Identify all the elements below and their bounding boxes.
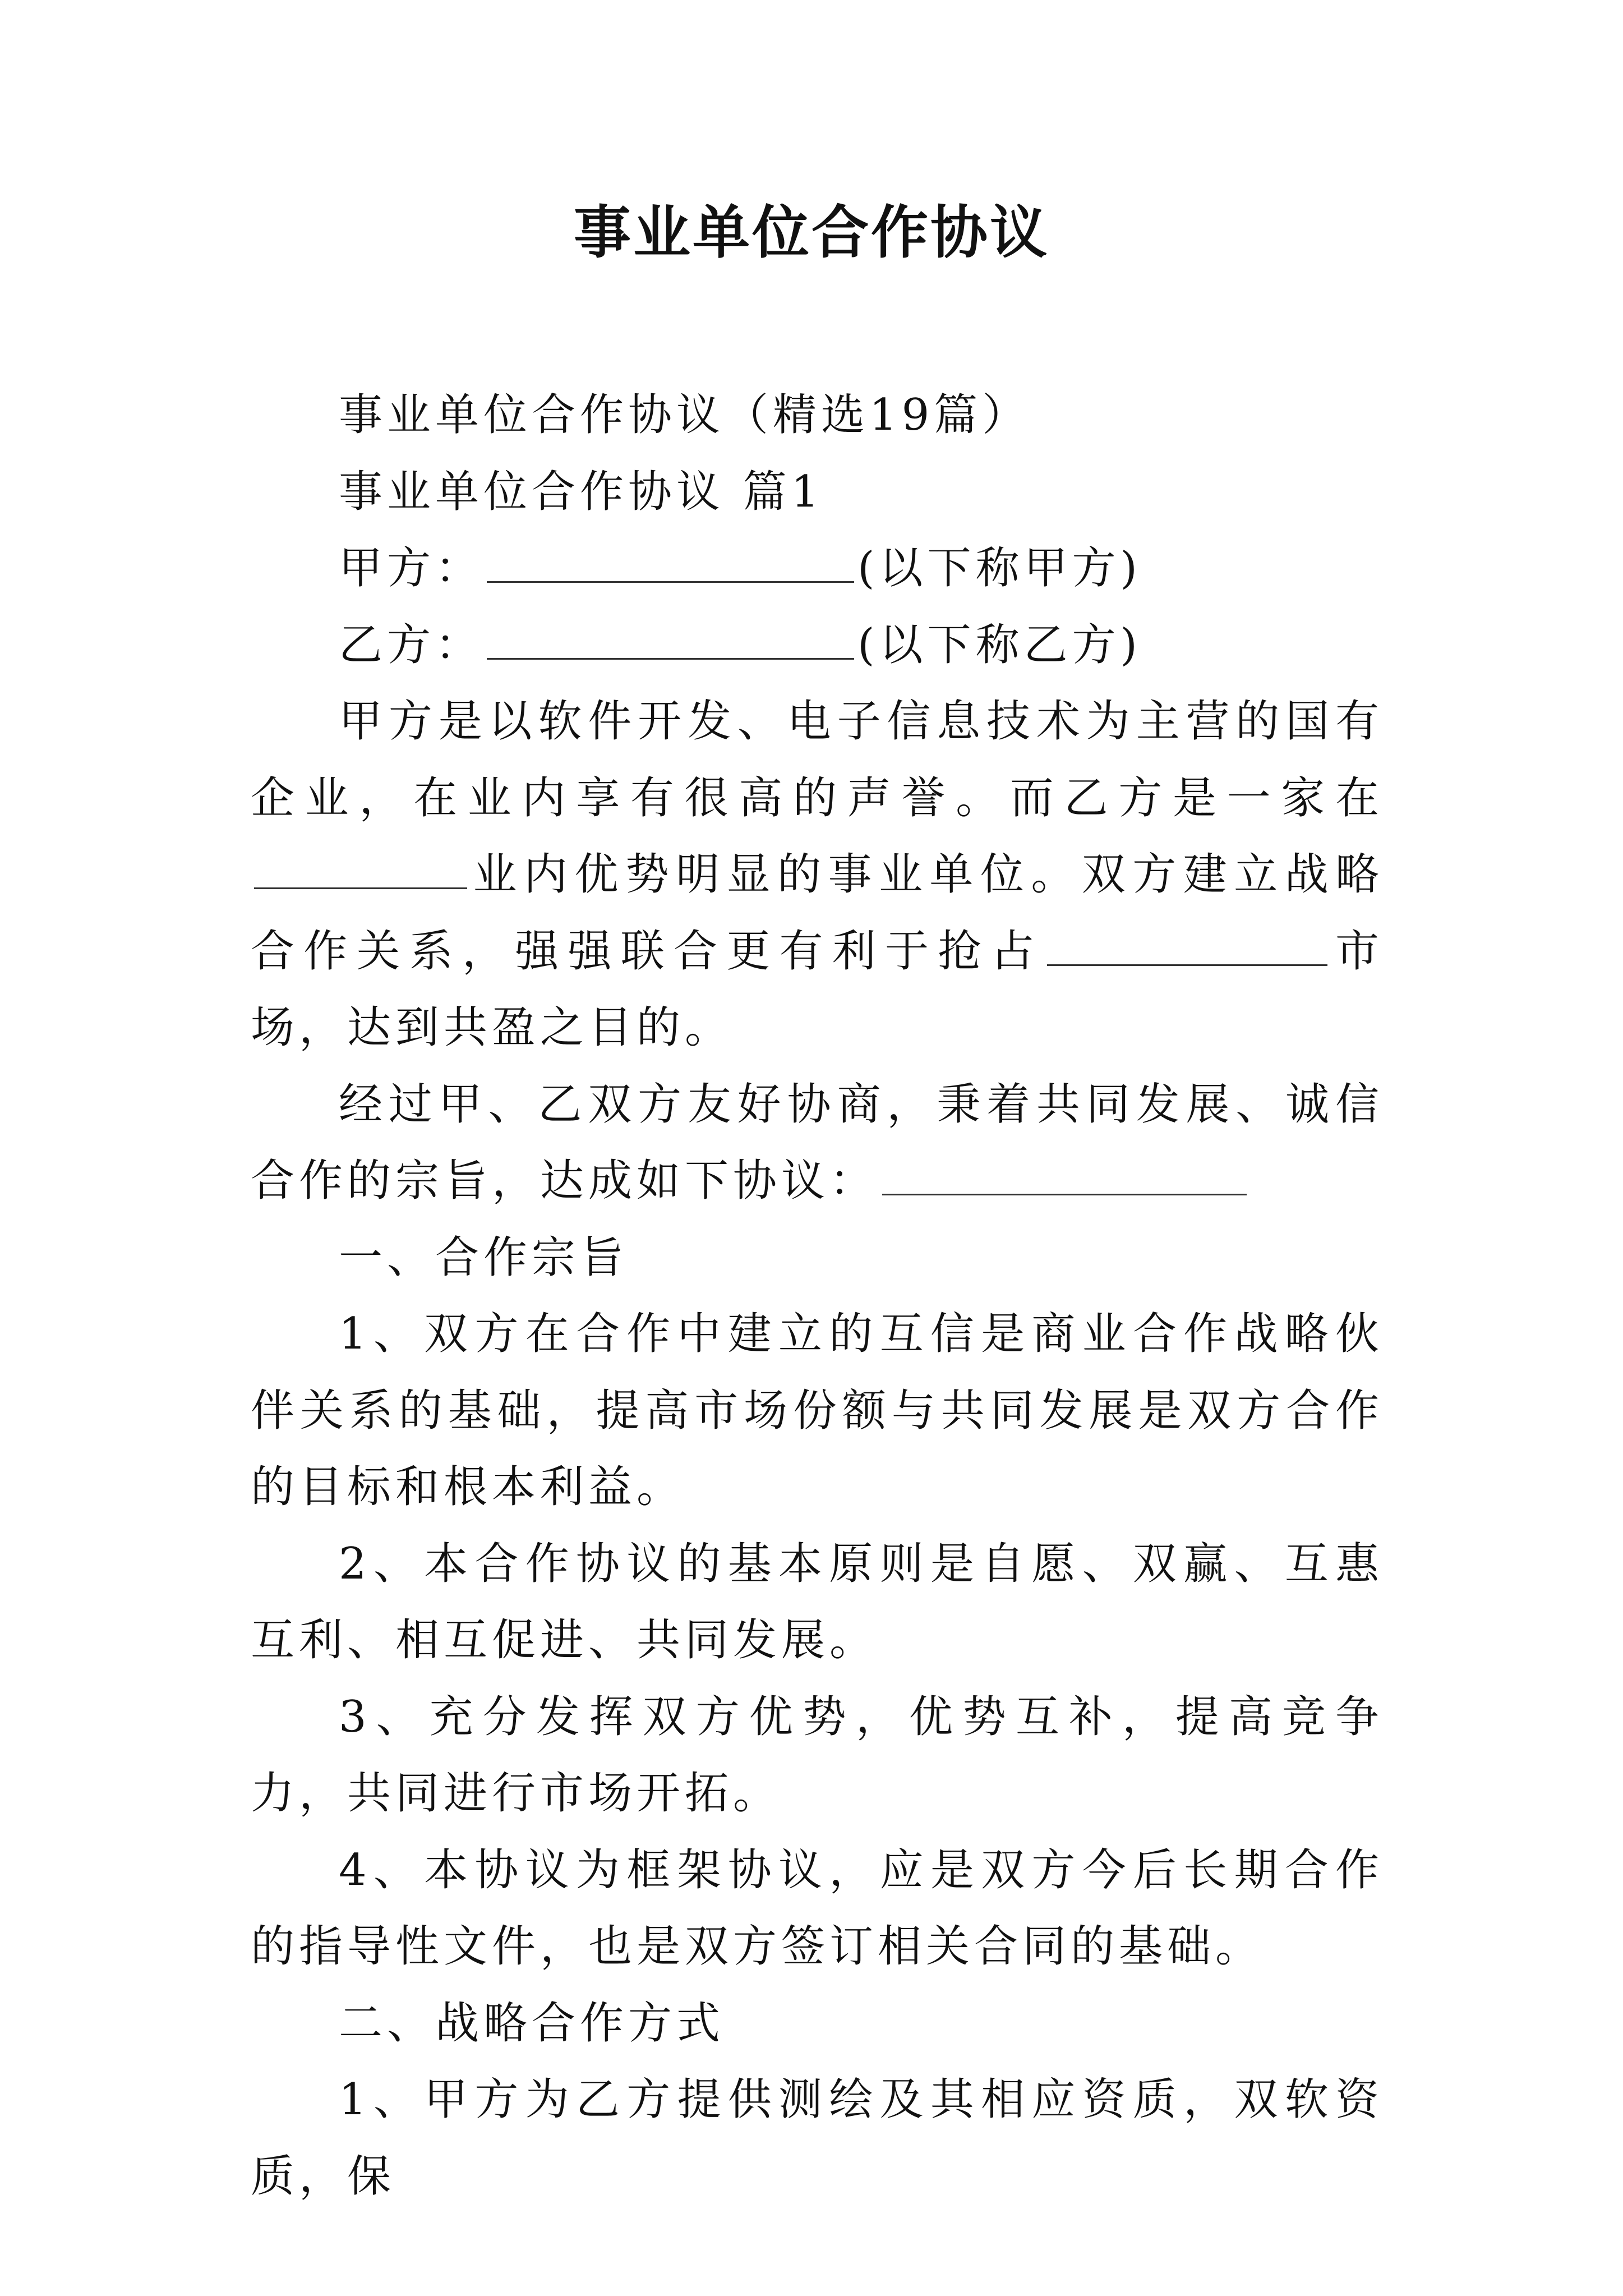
intro-paragraph: 甲方是以软件开发、电子信息技术为主营的国有企业，在业内享有很高的声誉。而乙方是一家在业内优势明显的事业单位。双方建立战略合作关系，强强联合更有利于抢占 市场，达到共盈之目的。 bbox=[251, 696, 1384, 1053]
section-heading: 事业单位合作协议 篇1 bbox=[339, 466, 824, 517]
document-subtitle: 事业单位合作协议（精选19篇） bbox=[339, 390, 1031, 440]
clause-1-4: 4、本协议为框架协议，应是双方今后长期合作的指导性文件，也是双方签订相关合同的基础。 bbox=[251, 1844, 1384, 1972]
document-body bbox=[251, 377, 1384, 2215]
party-b-label: 乙方： bbox=[339, 619, 484, 670]
heading-cooperation-mode: 二、战略合作方式 bbox=[339, 1998, 725, 2049]
clause-1-2: 2、本合作协议的基本原则是自愿、双赢、互惠互利、相互促进、共同发展。 bbox=[251, 1538, 1384, 1665]
clause-1-1: 1、双方在合作中建立的互信是商业合作战略伙伴关系的基础，提高市场份额与共同发展是双方合作的目标和根本利益。 bbox=[251, 1309, 1384, 1512]
clause-1-3: 3、充分发挥双方优势，优势互补，提高竞争力，共同进行市场开拓。 bbox=[251, 1691, 1384, 1819]
industry-blank bbox=[254, 850, 467, 889]
party-b-blank bbox=[487, 621, 854, 660]
heading-purpose: 一、合作宗旨 bbox=[339, 1232, 629, 1283]
agreement-intro-paragraph: 经过甲、乙双方友好协商，秉着共同发展、诚信合作的宗旨，达成如下协议： bbox=[251, 1079, 1384, 1206]
party-a-label: 甲方： bbox=[339, 543, 484, 593]
party-a-line bbox=[251, 530, 1384, 607]
party-b-line bbox=[251, 607, 1384, 684]
document-title: 事业单位合作协议 bbox=[574, 199, 1049, 266]
party-b-suffix: (以下称乙方) bbox=[857, 619, 1142, 670]
agreement-blank bbox=[882, 1157, 1247, 1195]
clause-2-1: 1、甲方为乙方提供测绘及其相应资质，双软资质，保 bbox=[251, 2074, 1384, 2202]
market-blank bbox=[1047, 927, 1327, 966]
party-a-suffix: (以下称甲方) bbox=[857, 543, 1142, 593]
party-a-blank bbox=[487, 544, 854, 583]
